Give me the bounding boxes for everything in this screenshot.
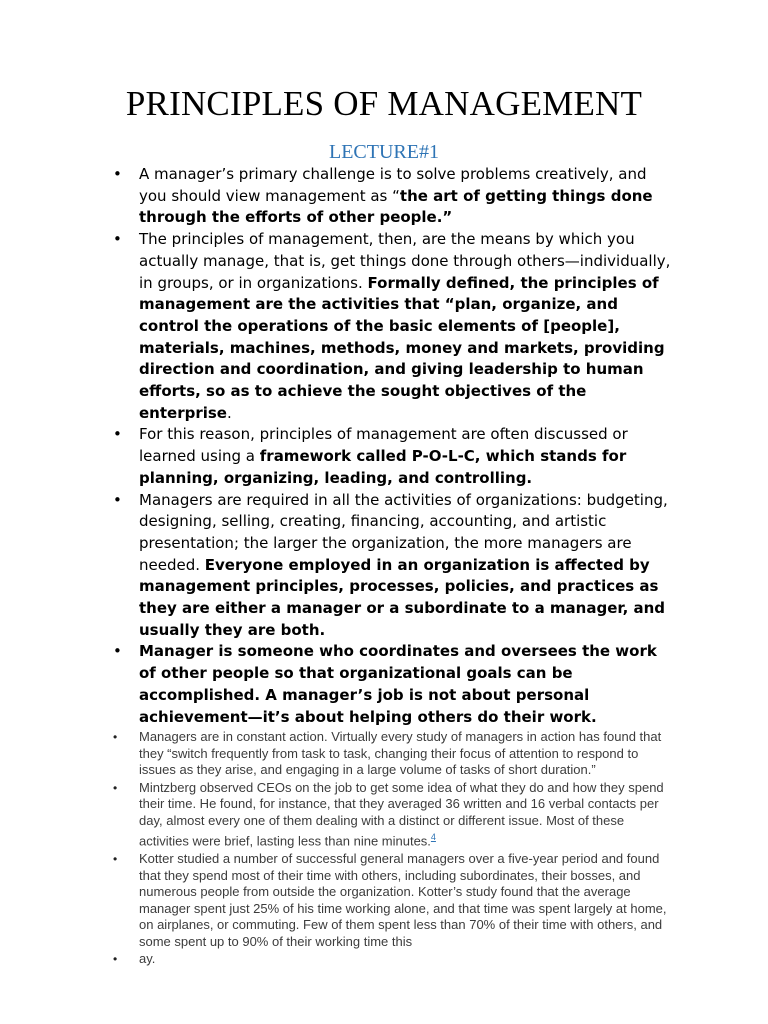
item-bold-text: Formally defined, the principles of management are the activities that “plan, organize, and control the operations of the basic elements of [people], materials, machines, methods, money and markets, providing direction and coordination, and giving leadership to human efforts, so as to achieve the sought objectives of the enterprise xyxy=(139,273,665,422)
page-title: PRINCIPLES OF MANAGEMENT xyxy=(125,84,643,123)
bullet-icon: • xyxy=(113,852,118,867)
bullet-icon: • xyxy=(113,490,122,509)
bullet-icon: • xyxy=(113,230,122,249)
list-item xyxy=(113,490,673,642)
bullet-icon: • xyxy=(113,952,118,967)
list-item xyxy=(113,729,669,779)
item-text: The principles of management, then, are the means by which you actually manage, that is, get things done through others—individually, in groups, or in organizations. xyxy=(139,230,671,292)
list-item xyxy=(113,851,669,950)
list-item xyxy=(113,229,673,424)
list-item xyxy=(113,951,669,968)
bullet-icon: • xyxy=(113,730,118,745)
list-item xyxy=(113,641,673,728)
item-text: ay. xyxy=(139,951,156,967)
bullet-list xyxy=(113,164,673,968)
footnote-link[interactable]: 4 xyxy=(430,832,436,843)
bullet-icon: • xyxy=(113,425,122,444)
bullet-icon: • xyxy=(113,165,122,183)
bullet-icon: • xyxy=(113,642,122,661)
item-bold-text: the art of getting things done through the efforts of other people.” xyxy=(139,186,653,227)
item-text: Mintzberg observed CEOs on the job to get some idea of what they do and how they spend their time. He found, for instance, that they averaged 36 written and 16 verbal contacts per day, almost every one of them dealing with a distinct or different issue. Most of these activities were brief, lasting less than nine minutes. xyxy=(139,779,664,849)
item-text: A manager’s primary challenge is to solve problems creatively, and you should view management as “ xyxy=(139,165,647,205)
bullet-icon: • xyxy=(113,780,118,795)
item-text: Kotter studied a number of successful general managers over a five-year period and found that they spend most of their time with others, including subordinates, their bosses, and numerous people from outside the organization. Kotter’s study found that the average manager spent just 25% of his time working alone, and that time was spent largely at home, on airplanes, or commuting. Few of them spent less than 70% of their time with others, and some spent up to 90% of their working time this xyxy=(139,851,667,949)
item-text: Managers are required in all the activities of organizations: budgeting, designing, selling, creating, financing, accounting, and artistic presentation; the larger the organization, the more managers are needed. xyxy=(139,490,668,574)
list-item xyxy=(113,780,669,850)
list-item xyxy=(113,424,673,489)
item-bold-text: Everyone employed in an organization is affected by management principles, processes, policies, and practices as they are either a manager or a subordinate to a manager, and usually they are both. xyxy=(139,555,666,639)
list-item xyxy=(113,164,673,229)
item-text: For this reason, principles of management are often discussed or learned using a xyxy=(139,425,628,466)
item-bold-text: Manager is someone who coordinates and oversees the work of other people so that organizational goals can be accomplished. A manager’s job is not about personal achievement—it’s about helping others do their work. xyxy=(139,642,657,726)
item-text: Managers are in constant action. Virtually every study of managers in action has found that they “switch frequently from task to task, changing their focus of attention to respond to issues as they arise, and engaging in a large volume of tasks of short duration.” xyxy=(139,729,662,778)
item-text: . xyxy=(226,403,232,422)
item-bold-text: framework called P-O-L-C, which stands for planning, organizing, leading, and controlling. xyxy=(139,447,627,487)
lecture-subtitle: LECTURE#1 xyxy=(329,141,439,163)
